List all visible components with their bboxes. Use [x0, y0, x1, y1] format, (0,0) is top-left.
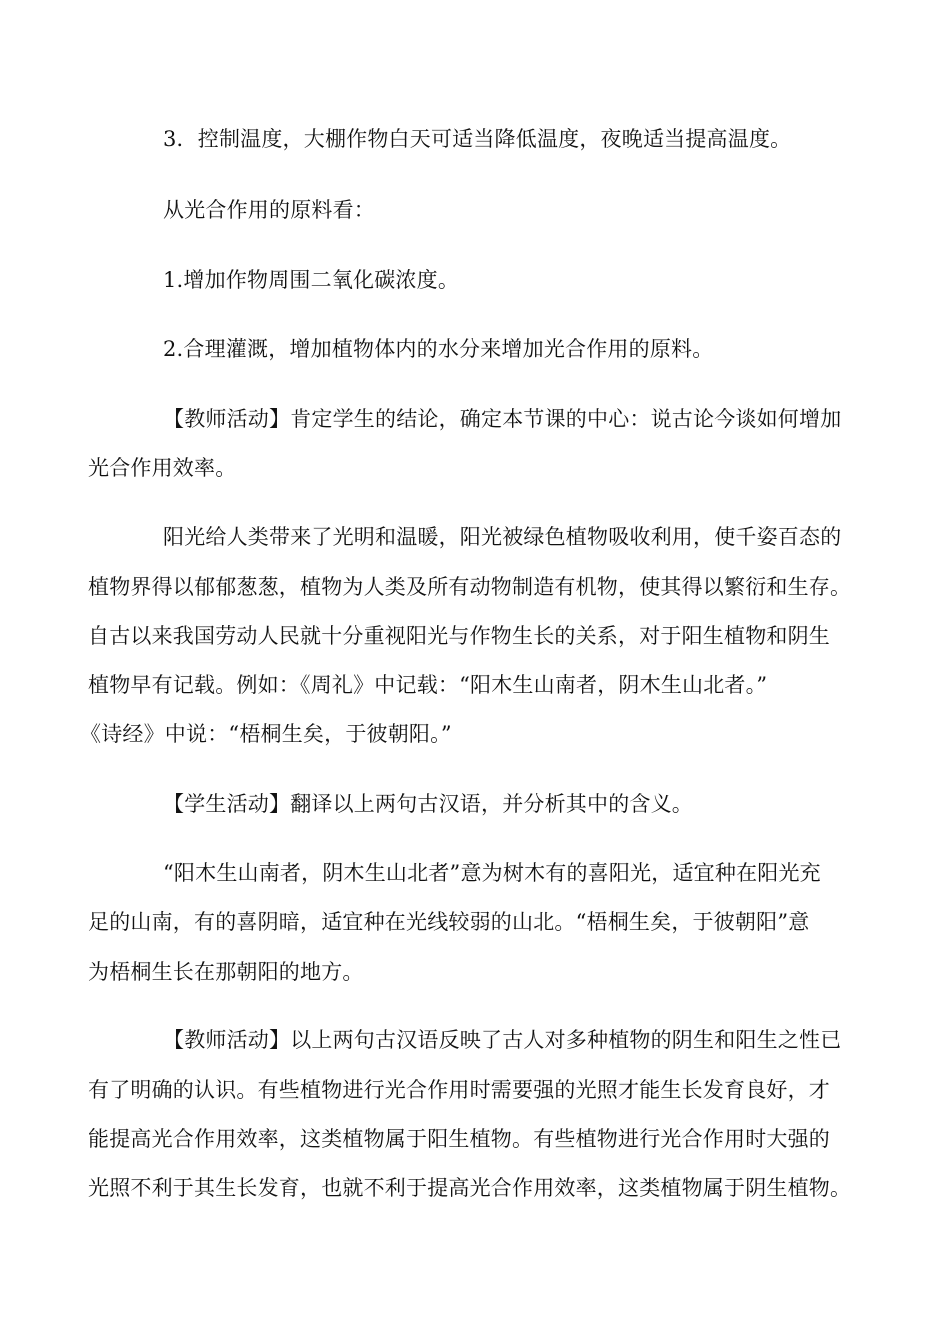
text-line: “阳木生山南者，阴木生山北者”意为树木有的喜阳光，适宜种在阳光充 [163, 861, 821, 885]
text-line: 有了明确的认识。有些植物进行光合作用时需要强的光照才能生长发育良好，才 [88, 1078, 830, 1102]
text-line: 3．控制温度，大棚作物白天可适当降低温度，夜晚适当提高温度。 [163, 127, 792, 151]
text-line: 从光合作用的原料看： [163, 198, 375, 222]
text-line: 植物界得以郁郁葱葱，植物为人类及所有动物制造有机物，使其得以繁衍和生存。 [88, 575, 852, 599]
text-line: 1.增加作物周围二氧化碳浓度。 [163, 268, 460, 292]
text-line: 能提高光合作用效率，这类植物属于阳生植物。有些植物进行光合作用时大强的 [88, 1127, 830, 1151]
text-line: 【教师活动】以上两句古汉语反映了古人对多种植物的阴生和阳生之性已 [163, 1028, 842, 1052]
text-line: 自古以来我国劳动人民就十分重视阳光与作物生长的关系，对于阳生植物和阴生 [88, 624, 830, 648]
text-line: 《诗经》中说：“梧桐生矣，于彼朝阳。” [80, 722, 452, 746]
text-line: 为梧桐生长在那朝阳的地方。 [88, 960, 364, 984]
text-line: 植物早有记载。例如：《周礼》中记载：“阳木生山南者，阴木生山北者。” [88, 673, 768, 697]
text-line: 足的山南，有的喜阴暗，适宜种在光线较弱的山北。“梧桐生矣，于彼朝阳”意 [88, 910, 810, 934]
text-line: 光照不利于其生长发育，也就不利于提高光合作用效率，这类植物属于阴生植物。 [88, 1176, 852, 1200]
text-line: 阳光给人类带来了光明和温暖，阳光被绿色植物吸收利用，使千姿百态的 [163, 525, 842, 549]
text-line: 【教师活动】肯定学生的结论，确定本节课的中心：说古论今谈如何增加 [163, 407, 842, 431]
text-line: 光合作用效率。 [88, 456, 237, 480]
text-line: 2.合理灌溉，增加植物体内的水分来增加光合作用的原料。 [163, 337, 714, 361]
text-line: 【学生活动】翻译以上两句古汉语，并分析其中的含义。 [163, 792, 693, 816]
